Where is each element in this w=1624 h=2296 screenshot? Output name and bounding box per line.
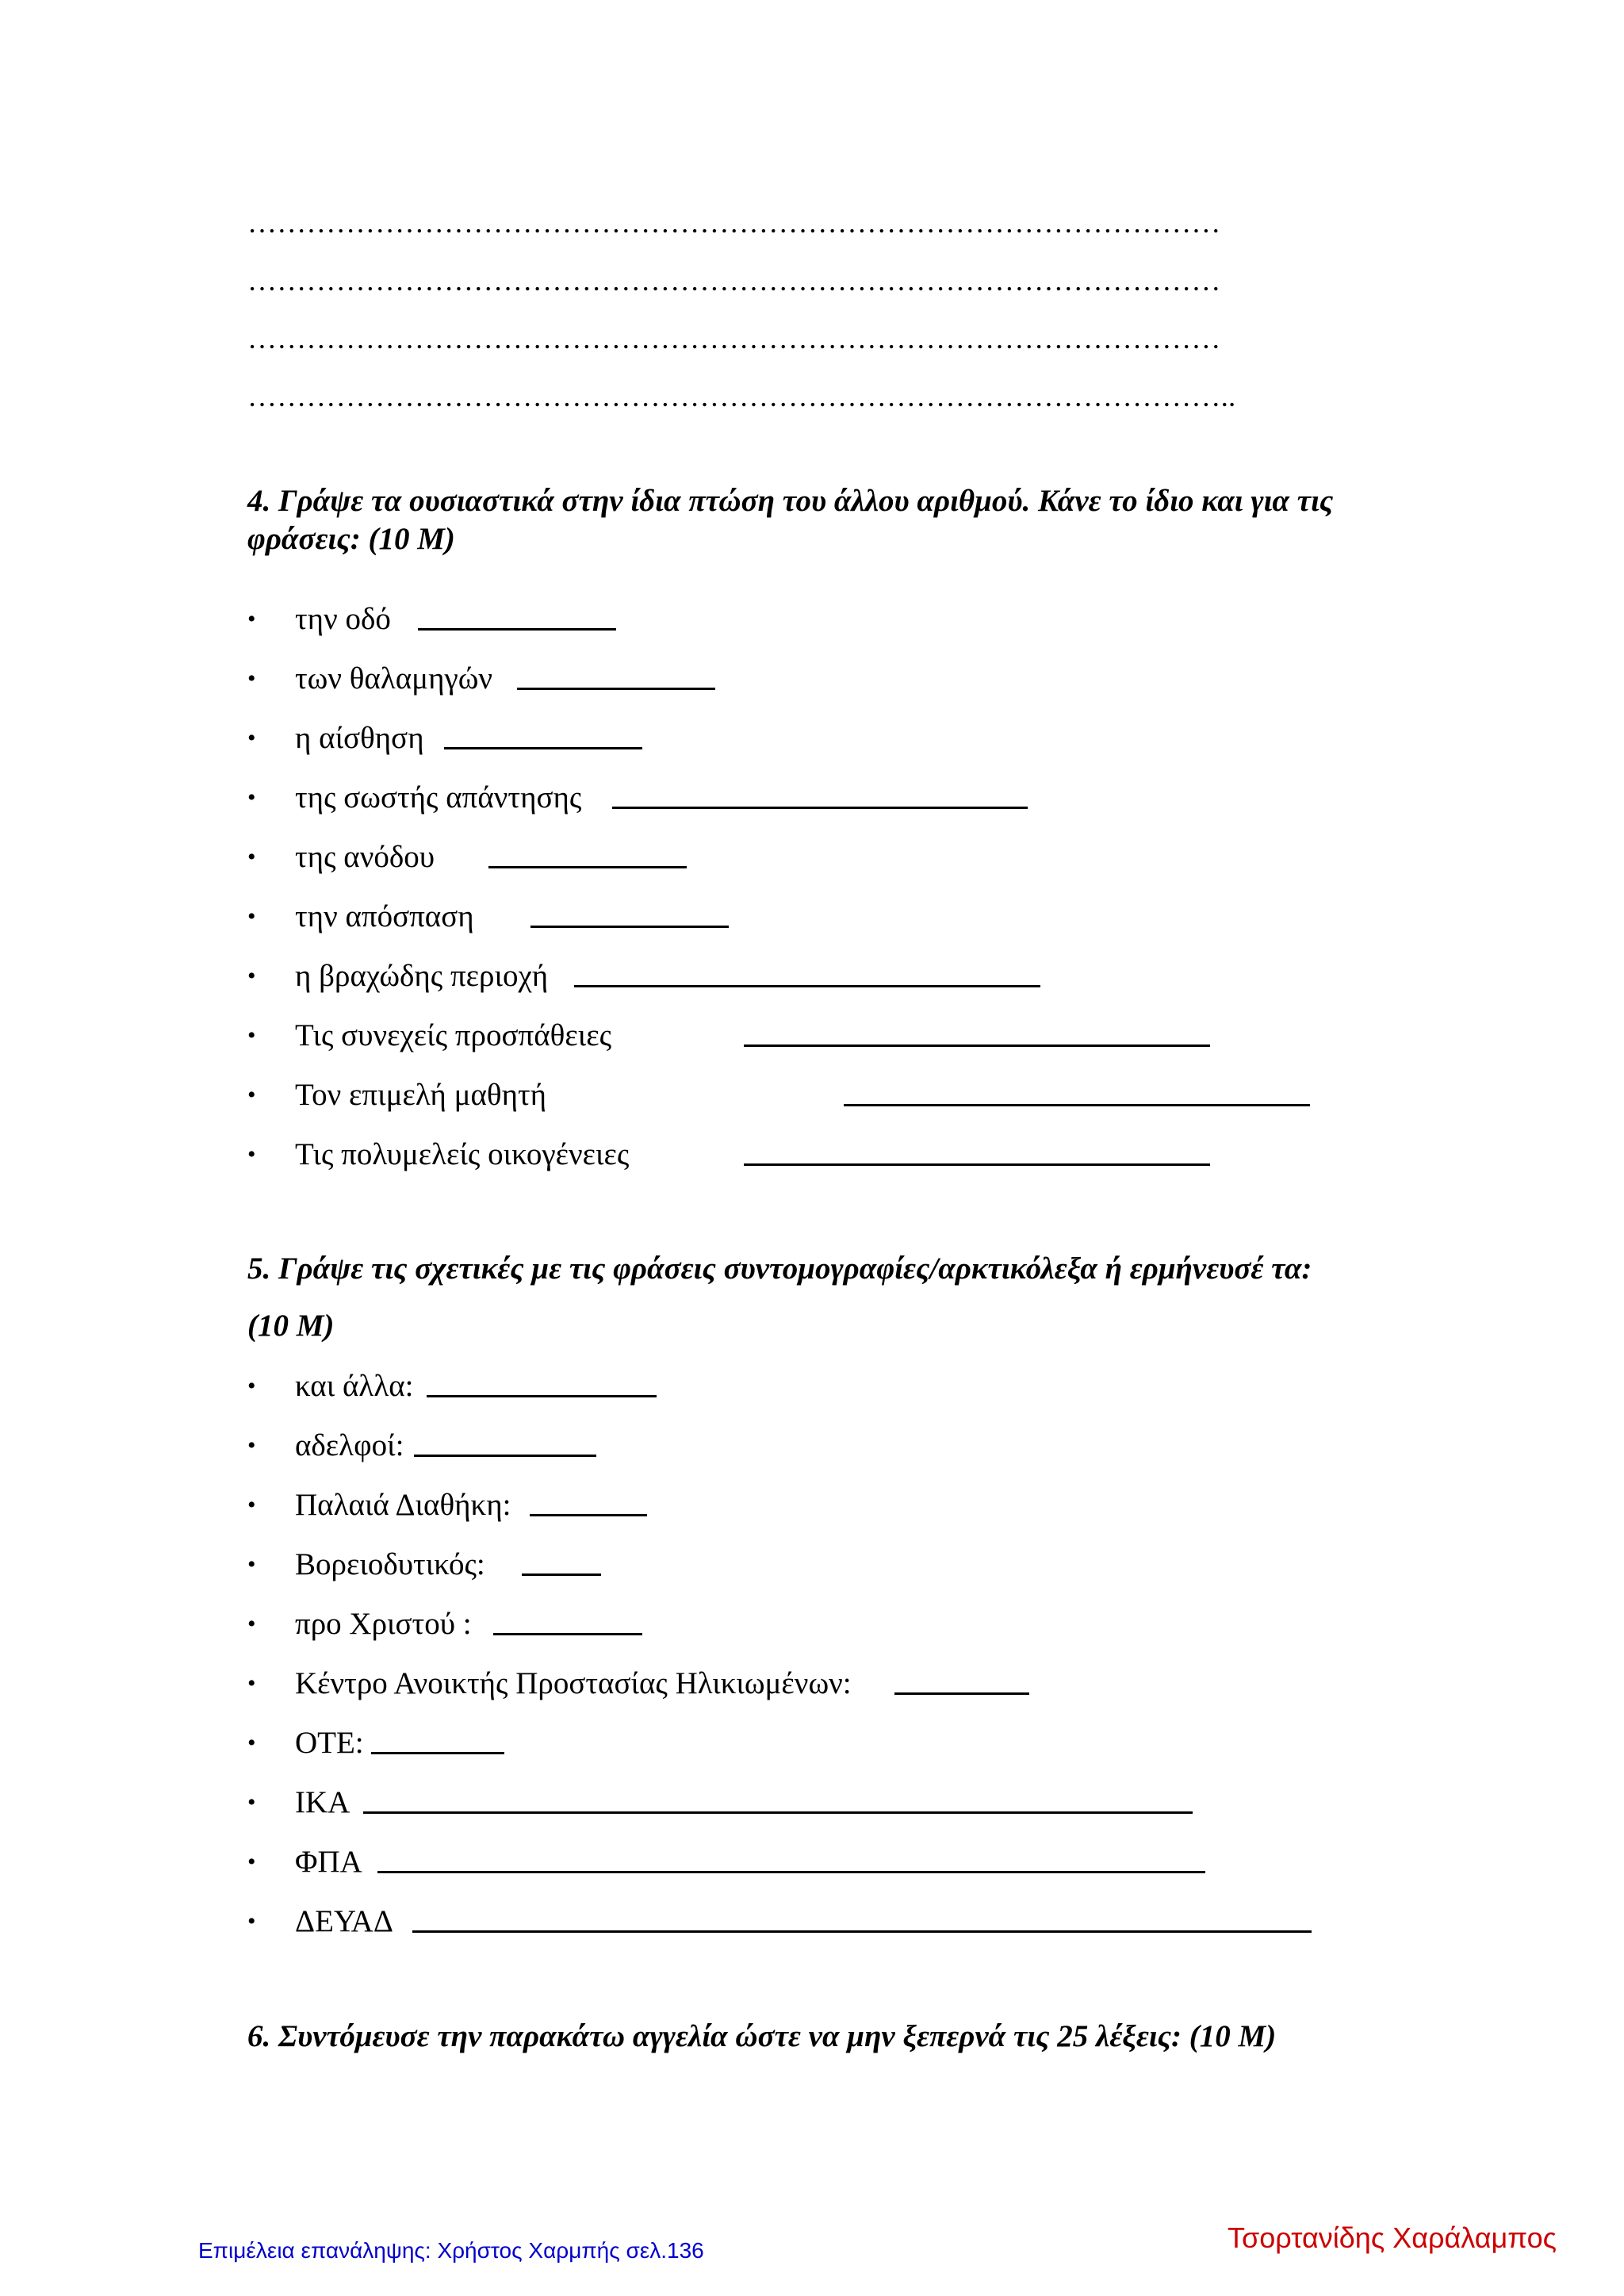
question-6-title: 6. Συντόμευσε την παρακάτω αγγελία ώστε να μην ξεπερνά τις 25 λέξεις: (10 Μ)	[247, 2019, 1277, 2053]
answer-blank[interactable]	[744, 1163, 1210, 1166]
answer-blank[interactable]	[844, 1104, 1310, 1106]
q4-item-label: Τις πολυμελείς οικογένειες	[295, 1137, 630, 1171]
answer-blank[interactable]	[517, 688, 715, 690]
footer-author: Τσορτανίδης Χαράλαμπος	[1228, 2221, 1557, 2254]
question-4-title: 4. Γράψε τα ουσιαστικά στην ίδια πτώση του άλλου αριθμού. Κάνε το ίδιο και για τις φράσεις: (10 Μ)	[247, 484, 1334, 556]
answer-blank[interactable]	[493, 1633, 642, 1635]
bullet-icon: •	[247, 1730, 256, 1756]
answer-blank[interactable]	[412, 1930, 1312, 1933]
answer-blank[interactable]	[418, 628, 616, 631]
answer-blank[interactable]	[894, 1692, 1029, 1695]
bullet-icon: •	[247, 725, 256, 751]
answer-blank[interactable]	[530, 1514, 647, 1516]
bullet-icon: •	[247, 1670, 256, 1696]
question-5-title: 5. Γράψε τις σχετικές με τις φράσεις συντομογραφίες/αρκτικόλεξα ή ερμήνευσέ τα:	[247, 1251, 1312, 1286]
answer-blank[interactable]	[414, 1455, 596, 1457]
q4-item-label: η βραχώδης περιοχή	[295, 959, 549, 993]
dotted-answer-line[interactable]: ………………………………………………………………………………………	[247, 265, 1221, 297]
bullet-icon: •	[247, 844, 256, 870]
bullet-icon: •	[247, 1789, 256, 1815]
dotted-answer-line[interactable]: ………………………………………………………………………………………	[247, 323, 1221, 355]
q5-item-label: Παλαιά Διαθήκη:	[295, 1488, 511, 1522]
q5-item-label: Βορειοδυτικός:	[295, 1547, 485, 1581]
q5-item-label: ΦΠΑ	[295, 1845, 362, 1879]
dotted-answer-line[interactable]: ………………………………………………………………………………………	[247, 207, 1221, 240]
q5-item-label: και άλλα:	[295, 1369, 414, 1403]
q5-item-label: ΟΤΕ:	[295, 1726, 364, 1760]
bullet-icon: •	[247, 784, 256, 811]
bullet-icon: •	[247, 1611, 256, 1637]
footer-credit: Επιμέλεια επανάληψης: Χρήστος Χαρμπής σελ.136	[198, 2238, 704, 2263]
answer-blank[interactable]	[530, 926, 729, 928]
answer-blank[interactable]	[574, 985, 1040, 987]
q4-item-label: της ανόδου	[295, 840, 435, 874]
answer-blank[interactable]	[522, 1573, 601, 1576]
q4-item-label: την απόσπαση	[295, 899, 474, 933]
bullet-icon: •	[247, 1551, 256, 1577]
bullet-icon: •	[247, 963, 256, 989]
answer-blank[interactable]	[427, 1395, 657, 1397]
q5-item-label: Κέντρο Ανοικτής Προστασίας Ηλικιωμένων:	[295, 1666, 852, 1700]
q5-item-label: αδελφοί:	[295, 1428, 404, 1462]
bullet-icon: •	[247, 1022, 256, 1048]
q4-item-label: Τον επιμελή μαθητή	[295, 1078, 547, 1112]
bullet-icon: •	[247, 903, 256, 930]
q4-item-label: η αίσθηση	[295, 721, 424, 755]
dotted-answer-line[interactable]: ………………………………………………………………………………………..	[247, 381, 1236, 413]
bullet-icon: •	[247, 1849, 256, 1875]
q4-item-label: την οδό	[295, 602, 391, 636]
answer-blank[interactable]	[612, 807, 1028, 809]
q5-item-label: ΔΕΥΑΔ	[295, 1904, 393, 1938]
answer-blank[interactable]	[363, 1811, 1193, 1814]
q4-item-label: της σωστής απάντησης	[295, 780, 582, 815]
q5-item-label: προ Χριστού :	[295, 1607, 472, 1641]
q4-item-label: Τις συνεχείς προσπάθειες	[295, 1018, 612, 1052]
q4-item-label: των θαλαμηγών	[295, 661, 493, 696]
answer-blank[interactable]	[371, 1752, 504, 1754]
answer-blank[interactable]	[444, 747, 642, 749]
bullet-icon: •	[247, 1141, 256, 1167]
answer-blank[interactable]	[488, 866, 687, 868]
bullet-icon: •	[247, 665, 256, 692]
answer-blank[interactable]	[377, 1871, 1205, 1873]
question-5-marks: (10 Μ)	[247, 1309, 335, 1343]
bullet-icon: •	[247, 1432, 256, 1458]
answer-blank[interactable]	[744, 1045, 1210, 1047]
bullet-icon: •	[247, 1082, 256, 1108]
q5-item-label: ΙΚΑ	[295, 1785, 350, 1819]
bullet-icon: •	[247, 1492, 256, 1518]
bullet-icon: •	[247, 606, 256, 632]
bullet-icon: •	[247, 1373, 256, 1399]
bullet-icon: •	[247, 1908, 256, 1934]
